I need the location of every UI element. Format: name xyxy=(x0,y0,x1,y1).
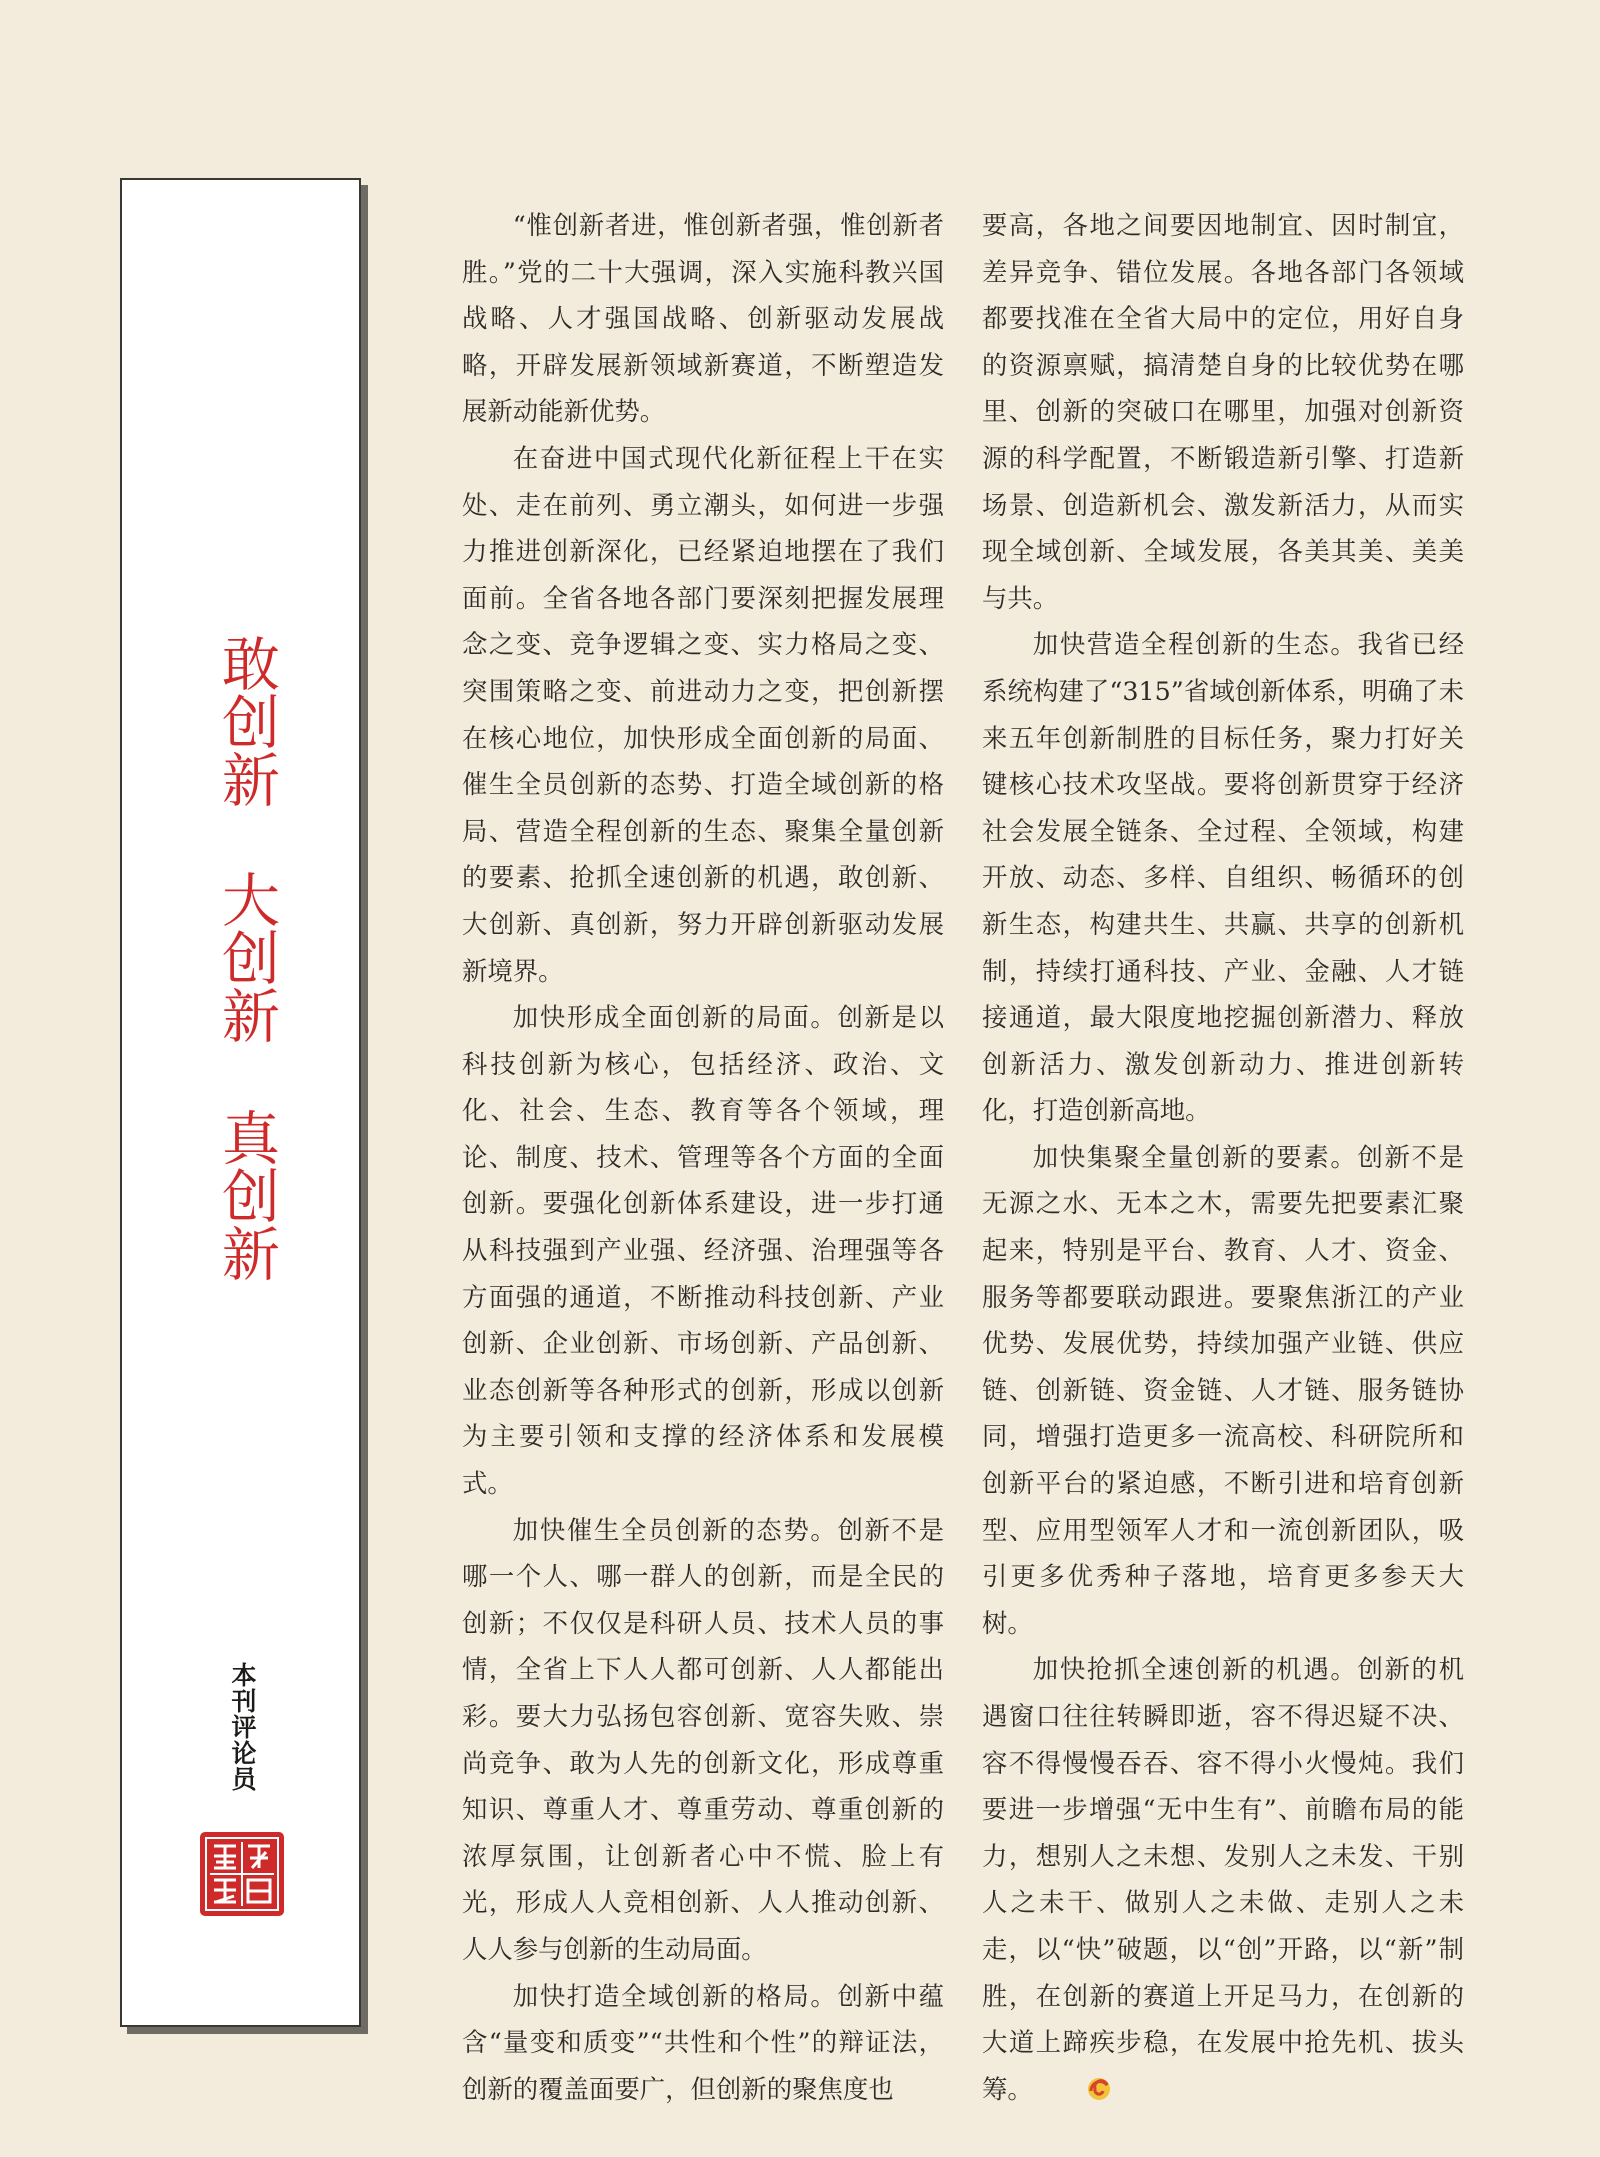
paragraph: 加快集聚全量创新的要素。创新不是无源之水、无本之木，需要先把要素汇聚起来，特别是平台、教育、人才、资金、服务等都要联动跟进。要聚焦浙江的产业优势、发展优势，持续加强产业链、供应链、创新链、资金链、人才链、服务链协同，增强打造更多一流高校、科研院所和创新平台的紧迫感，不断引进和培育创新型、应用型领军人才和一流创新团队，吸引更多优秀种子落地，培育更多参天大树。 xyxy=(982,1141,1464,1638)
paragraph: 加快催生全员创新的态势。创新不是哪一个人、哪一群人的创新，而是全民的创新；不仅仅是科研人员、技术人员的事情，全省上下人人都可创新、人人都能出彩。要大力弘扬包容创新、宽容失败、崇尚竞争、敢为人先的创新文化，形成尊重知识、尊重人才、尊重劳动、尊重创新的浓厚氛围，让创新者心中不慌、脸上有光，形成人人竞相创新、人人推动创新、人人参与创新的生动局面。 xyxy=(462,1514,944,1964)
paragraph: 加快打造全域创新的格局。创新中蕴含“量变和质变”“共性和个性”的辩证法，创新的覆盖面要广，但创新的聚焦度也 xyxy=(462,1980,944,2104)
title-sidebar xyxy=(120,178,361,2027)
seal-stamp-logo xyxy=(200,1832,284,1916)
paragraph-final-text: 加快抢抓全速创新的机遇。创新的机遇窗口往往转瞬即逝，容不得迟疑不决、容不得慢慢吞吞、容不得小火慢炖。我们要进一步增强“无中生有”、前瞻布局的能力，想别人之未想、发别人之未发、干别人之未干、做别人之未做、走别人之未走，以“快”破题，以“创”开路，以“新”制胜，在创新的赛道上开足马力，在创新的大道上蹄疾步稳，在发展中抢先机、拔头筹。 xyxy=(982,1654,1464,2104)
end-mark-icon xyxy=(1035,2070,1061,2096)
article-column-left xyxy=(462,202,944,2112)
paragraph: 加快营造全程创新的生态。我省已经系统构建了“315”省域创新体系，明确了未来五年创新制胜的目标任务，聚力打好关键核心技术攻坚战。要将创新贯穿于经济社会发展全链条、全过程、全领域，构建开放、动态、多样、自组织、畅循环的创新生态，构建共生、共赢、共享的创新机制，持续打通科技、产业、金融、人才链接通道，最大限度地挖掘创新潜力、释放创新活力、激发创新动力、推进创新转化，打造创新高地。 xyxy=(982,629,1464,1126)
article-column-right xyxy=(982,202,1464,2112)
paragraph: “惟创新者进，惟创新者强，惟创新者胜。”党的二十大强调，深入实施科教兴国战略、人才强国战略、创新驱动发展战略，开辟发展新领域新赛道，不断塑造发展新动能新优势。 xyxy=(462,210,944,427)
paragraph: 加快形成全面创新的局面。创新是以科技创新为核心，包括经济、政治、文化、社会、生态、教育等各个领域，理论、制度、技术、管理等各个方面的全面创新。要强化创新体系建设，进一步打通从科技强到产业强、经济强、治理强等各方面强的通道，不断推动科技创新、产业创新、企业创新、市场创新、产品创新、业态创新等各种形式的创新，形成以创新为主要引领和支撑的经济体系和发展模式。 xyxy=(462,1002,944,1499)
title-line-2: 大创新 xyxy=(212,870,280,1044)
paragraph-continuation: 要高，各地之间要因地制宜、因时制宜，差异竞争、错位发展。各地各部门各领域都要找准在全省大局中的定位，用好自身的资源禀赋，搞清楚自身的比较优势在哪里、创新的突破口在哪里，加强对创新资源的科学配置，不断锻造新引擎、打造新场景、创造新机会、激发新活力，从而实现全域创新、全域发展，各美其美、美美与共。 xyxy=(982,210,1464,613)
title-line-1: 敢创新 xyxy=(212,634,280,808)
paragraph: 在奋进中国式现代化新征程上干在实处、走在前列、勇立潮头，如何进一步强力推进创新深化，已经紧迫地摆在了我们面前。全省各地各部门要深刻把握发展理念之变、竞争逻辑之变、实力格局之变、突围策略之变、前进动力之变，把创新摆在核心地位，加快形成全面创新的局面、催生全员创新的态势、打造全域创新的格局、营造全程创新的生态、聚集全量创新的要素、抢抓全速创新的机遇，敢创新、大创新、真创新，努力开辟创新驱动发展新境界。 xyxy=(462,442,944,986)
title-line-3: 真创新 xyxy=(212,1108,280,1282)
paragraph-final xyxy=(982,1646,1464,2112)
author-byline: 本刊评论员 xyxy=(228,1662,257,1792)
